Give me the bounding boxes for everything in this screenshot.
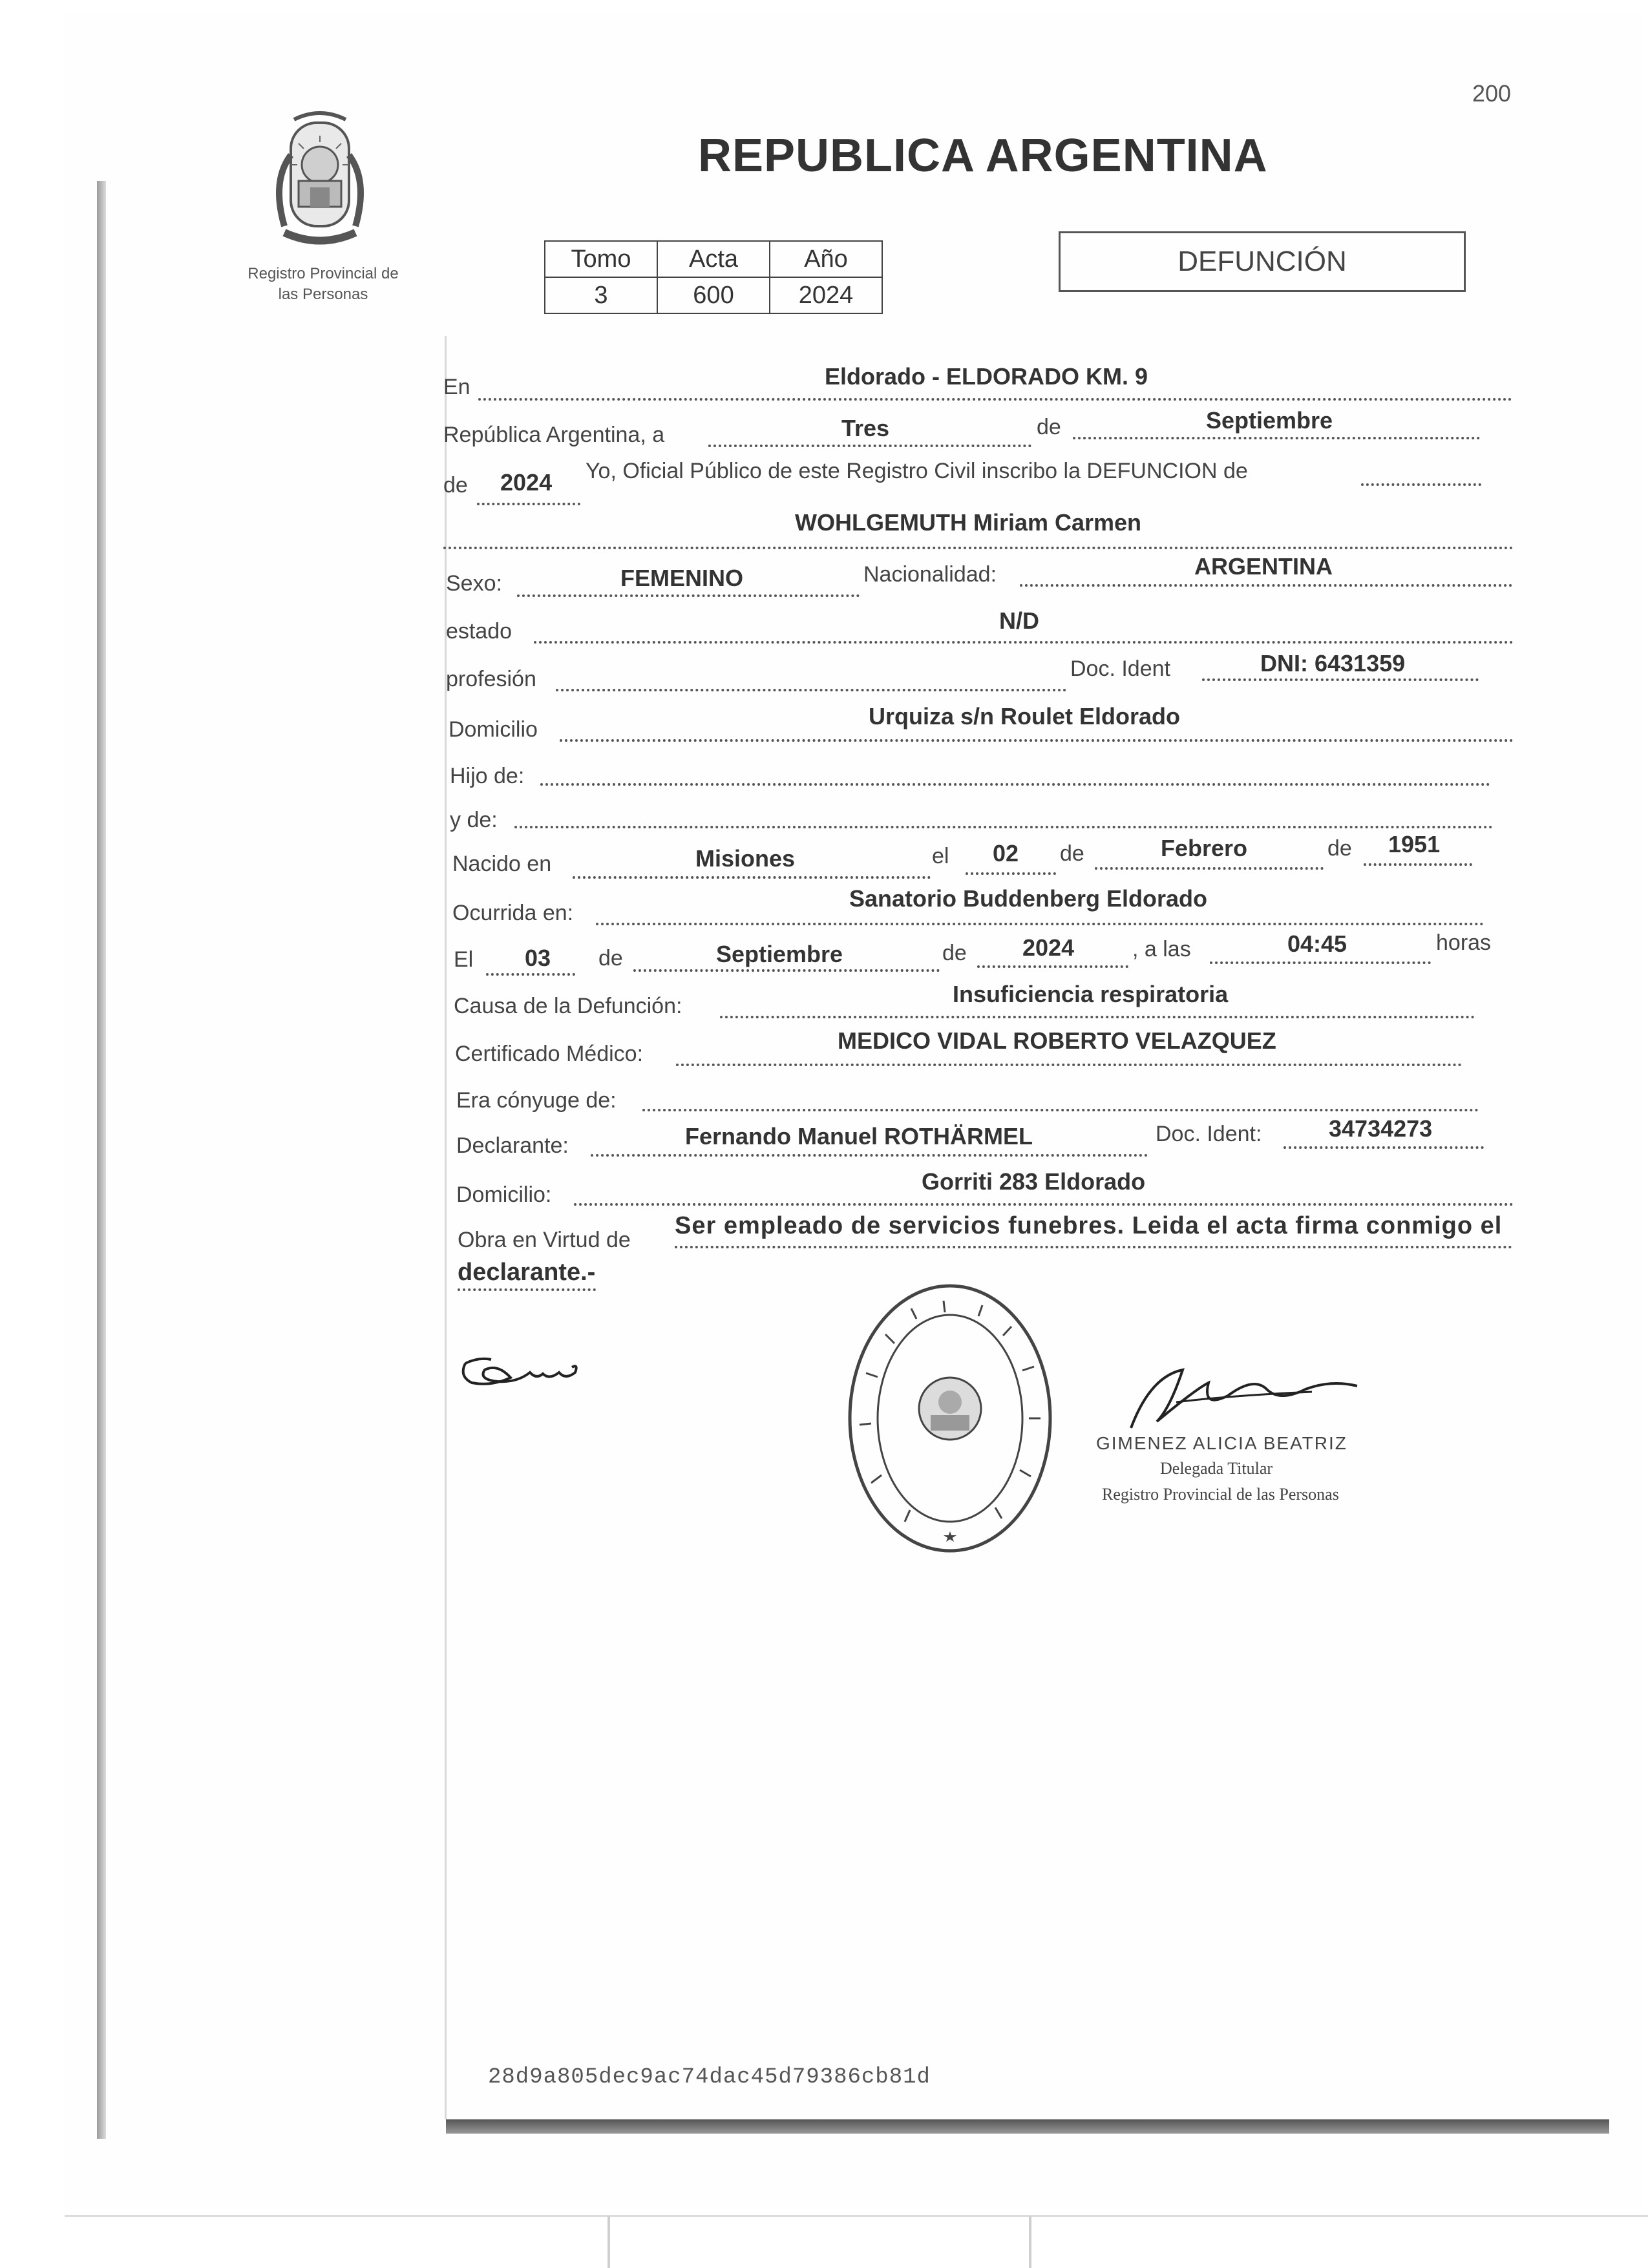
month-value: Septiembre (1206, 407, 1333, 434)
fill-line (540, 783, 1490, 786)
fill-line (514, 826, 1493, 828)
death-year-value: 2024 (1022, 934, 1075, 961)
label-de: de (1037, 415, 1061, 439)
record-table (544, 240, 883, 314)
fill-line (676, 1064, 1462, 1066)
label-nacido: Nacido en (452, 852, 552, 876)
label-de: de (942, 941, 967, 965)
fill-line (1073, 437, 1480, 439)
doc-value: DNI: 6431359 (1260, 650, 1406, 677)
fill-line (642, 1109, 1479, 1111)
label-hijo: Hijo de: (450, 764, 525, 788)
ocurrida-value: Sanatorio Buddenberg Eldorado (849, 885, 1208, 912)
fill-line (458, 1288, 596, 1291)
label-sexo: Sexo: (446, 571, 502, 596)
fill-line (1361, 483, 1481, 486)
page-number: 200 (1472, 80, 1512, 107)
record-type-box: DEFUNCIÓN (1059, 231, 1466, 292)
label-de: de (598, 946, 623, 971)
fill-line (517, 594, 860, 597)
declarante-value: Fernando Manuel ROTHÄRMEL (685, 1123, 1033, 1150)
fill-line (1095, 867, 1324, 870)
causa-value: Insuficiencia respiratoria (953, 981, 1229, 1007)
label-horas: horas (1436, 930, 1492, 955)
document-title: REPUBLICA ARGENTINA (698, 130, 1268, 182)
fill-line (573, 876, 931, 879)
deceased-name-value: WOHLGEMUTH Miriam Carmen (795, 509, 1142, 536)
record-table-value-tomo: 3 (545, 277, 657, 313)
fill-line (556, 689, 1066, 691)
label-estado: estado (446, 619, 512, 644)
label-domicilio: Domicilio: (456, 1182, 552, 1207)
label-republica: República Argentina, a (443, 423, 665, 447)
label-el: el (932, 844, 949, 868)
signature-role: Delegada Titular (1160, 1459, 1273, 1478)
declarante-doc-value: 34734273 (1329, 1115, 1433, 1142)
sexo-value: FEMENINO (620, 565, 744, 591)
day-words-value: Tres (841, 415, 890, 441)
margin-rule (445, 336, 447, 2119)
record-table-value-acta: 600 (657, 277, 770, 313)
record-table-header-tomo: Tomo (545, 241, 657, 277)
death-month-value: Septiembre (716, 941, 843, 967)
logo-caption-line1: Registro Provincial de (248, 265, 399, 282)
document-sheet (65, 13, 1642, 2210)
fill-line (596, 923, 1484, 925)
signature-org: Registro Provincial de las Personas (1102, 1485, 1339, 1504)
declarant-signature-icon (452, 1344, 595, 1396)
label-declarante: Declarante: (456, 1133, 569, 1158)
label-de: de (443, 473, 468, 498)
label-conyuge: Era cónyuge de: (456, 1088, 617, 1113)
certificado-value: MEDICO VIDAL ROBERTO VELAZQUEZ (838, 1027, 1276, 1054)
record-table-header-anio: Año (770, 241, 882, 277)
fill-line (486, 973, 575, 976)
death-day-value: 03 (525, 945, 551, 971)
fill-line (1202, 678, 1479, 681)
page-edge-left (97, 181, 106, 2139)
label-obra: Obra en Virtud de (458, 1228, 631, 1252)
label-el: El (454, 947, 474, 972)
fill-line (977, 965, 1128, 968)
death-time-value: 04:45 (1287, 930, 1347, 957)
label-profesion: profesión (446, 667, 536, 691)
statement-text: Yo, Oficial Público de este Registro Civil inscribo la DEFUNCION de (586, 459, 1248, 483)
signature-name: GIMENEZ ALICIA BEATRIZ (1096, 1433, 1347, 1453)
birth-year-value: 1951 (1388, 831, 1441, 857)
birth-day-value: 02 (993, 840, 1019, 866)
record-table-header-acta: Acta (657, 241, 770, 277)
label-en: En (443, 375, 470, 399)
divider (1029, 2216, 1031, 2268)
year-value: 2024 (500, 469, 553, 496)
fill-line (708, 445, 1031, 447)
nacido-value: Misiones (695, 845, 796, 872)
domicilio-value: Urquiza s/n Roulet Eldorado (869, 703, 1181, 730)
domicilio2-value: Gorriti 283 Eldorado (922, 1168, 1146, 1195)
official-stamp-icon (840, 1276, 1060, 1560)
province-logo-icon (246, 103, 394, 252)
fill-line (443, 547, 1514, 549)
logo-caption (226, 264, 420, 305)
birth-month-value: Febrero (1161, 835, 1248, 861)
label-ocurrida: Ocurrida en: (452, 901, 574, 925)
fill-line (675, 1246, 1512, 1248)
label-causa: Causa de la Defunción: (454, 994, 682, 1018)
fill-line (574, 1203, 1514, 1206)
fill-line (591, 1154, 1148, 1157)
fill-line (1364, 863, 1472, 866)
label-certificado: Certificado Médico: (455, 1042, 644, 1066)
obra-value: Ser empleado de servicios funebres. Leida el acta firma conmigo el (675, 1212, 1503, 1239)
label-de: de (1060, 841, 1084, 866)
label-a-las: , a las (1132, 937, 1191, 961)
nacionalidad-value: ARGENTINA (1194, 553, 1333, 580)
logo-caption-line2: las Personas (278, 286, 368, 303)
fill-line (478, 398, 1512, 401)
record-table-value-anio: 2024 (770, 277, 882, 313)
label-doc-ident: Doc. Ident: (1156, 1122, 1262, 1146)
fill-line (534, 641, 1514, 644)
obra-value-2: declarante.- (458, 1259, 596, 1286)
label-nacionalidad: Nacionalidad: (863, 562, 997, 587)
label-doc-ident: Doc. Ident (1070, 656, 1170, 681)
fill-line (1284, 1146, 1484, 1149)
fill-line (633, 969, 940, 972)
page-edge-bottom (446, 2119, 1609, 2134)
fill-line (560, 739, 1514, 742)
estado-value: N/D (999, 607, 1039, 634)
bottom-rule (65, 2215, 1648, 2217)
fill-line (720, 1016, 1475, 1018)
label-de: de (1327, 836, 1352, 861)
label-domicilio: Domicilio (449, 717, 538, 742)
label-y-de: y de: (450, 808, 498, 832)
document-hash: 28d9a805dec9ac74dac45d79386cb81d (488, 2065, 931, 2090)
fill-line (1020, 584, 1512, 587)
place-value: Eldorado - ELDORADO KM. 9 (825, 363, 1148, 390)
divider (607, 2216, 610, 2268)
fill-line (966, 872, 1056, 875)
fill-line (477, 503, 580, 505)
fill-line (1210, 961, 1431, 964)
